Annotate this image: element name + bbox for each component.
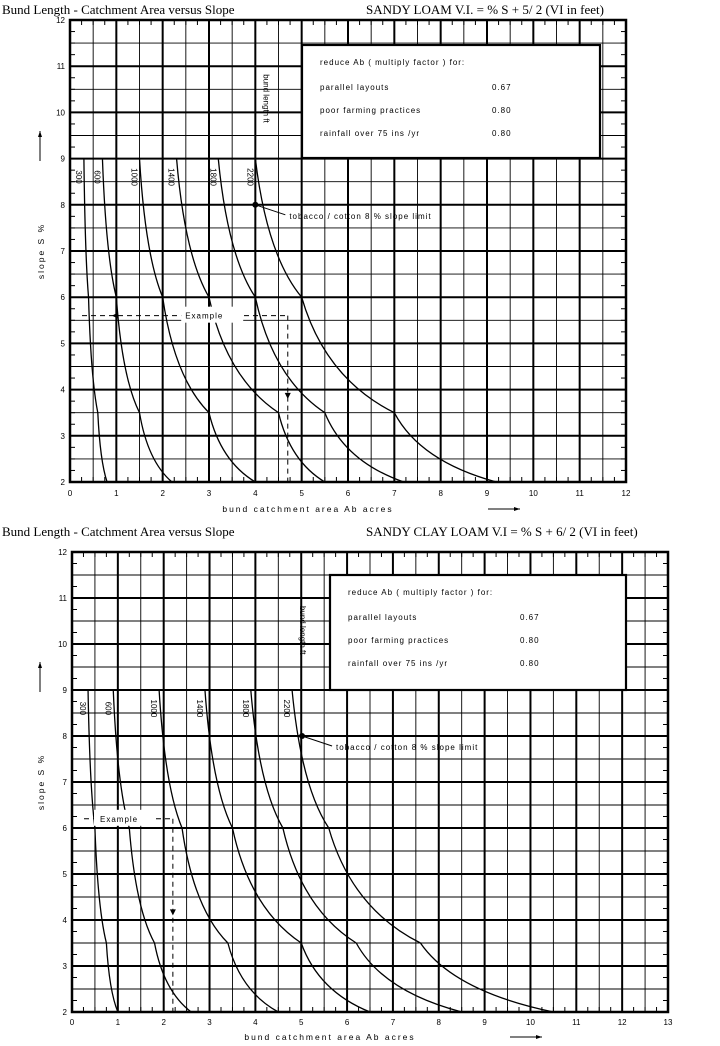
y-tick-label: 11 [56,62,65,72]
x-tick-label: 5 [299,1018,304,1027]
example-label: Example [100,814,139,824]
series-label-2200: 2200 [245,168,255,186]
slope-limit-leader [302,736,332,746]
factor-label: poor farming practices [320,106,422,115]
series-label-2200: 2200 [282,699,292,718]
x-tick-label: 7 [390,1018,396,1027]
x-tick-label: 2 [161,1018,166,1027]
x-tick-label: 11 [572,1018,581,1027]
x-tick-label: 8 [438,489,443,498]
y-tick-label: 10 [58,640,67,649]
x-tick-label: 13 [663,1018,673,1027]
reduce-factor-box [302,45,600,158]
x-axis-label: bund catchment area Ab acres [222,504,394,514]
y-tick-label: 4 [60,385,65,395]
x-tick-label: 9 [484,489,490,498]
factor-label: rainfall over 75 ins /yr [348,659,449,668]
series-label-1800: 1800 [240,699,250,718]
chart-title: Bund Length - Catchment Area versus Slope [2,2,235,17]
chart-subtitle: SANDY CLAY LOAM V.I = % S + 6/ 2 (VI in feet) [366,524,638,539]
x-tick-label: 4 [253,489,258,498]
slope-limit-point [252,202,258,208]
y-tick-label: 6 [60,293,65,303]
x-tick-label: 2 [160,489,165,498]
slope-limit-label: tobacco / cotton 8 % slope limit [336,743,479,752]
x-axis-arrowhead [536,1035,542,1039]
example-annotation [82,307,291,482]
y-tick-label: 2 [62,1008,67,1017]
y-tick-label: 11 [58,594,67,603]
x-tick-label: 6 [344,1018,350,1027]
y-tick-label: 5 [62,870,67,879]
x-axis-arrowhead [514,507,520,511]
factor-value: 0.67 [520,613,540,622]
x-tick-label: 8 [436,1018,441,1027]
x-tick-label: 12 [621,489,631,498]
example-arrowhead [170,909,176,915]
x-tick-label: 10 [528,489,538,498]
series-label-1800: 1800 [208,168,218,186]
chart-subtitle: SANDY LOAM V.I. = % S + 5/ 2 (VI in feet) [366,2,604,17]
y-tick-label: 12 [58,548,67,557]
y-tick-label: 7 [62,778,67,787]
chart-panel-1 [2,2,631,514]
x-tick-label: 7 [392,489,397,498]
series-label-600: 600 [103,701,113,716]
y-axis-label: slope S % [36,753,46,811]
factor-label: poor farming practices [348,636,450,645]
x-tick-label: 1 [115,1018,121,1027]
x-tick-label: 11 [575,489,584,498]
x-tick-label: 9 [482,1018,487,1027]
factor-label: parallel layouts [320,83,390,92]
y-axis-arrowhead [38,131,42,137]
x-tick-label: 6 [345,489,351,498]
y-tick-label: 10 [56,108,65,118]
x-tick-label: 5 [299,489,304,498]
x-tick-label: 3 [206,489,212,498]
x-tick-label: 1 [114,489,119,498]
y-tick-label: 9 [60,154,65,164]
curve-group-label: bund length ft [298,605,308,655]
slope-limit-leader [255,205,285,215]
y-tick-label: 3 [60,431,65,441]
chart-title: Bund Length - Catchment Area versus Slope [2,524,235,539]
reduce-factor-box [330,575,626,690]
y-axis-label: slope S % [36,222,46,280]
example-arrowhead [112,313,118,319]
x-axis-label: bund catchment area Ab acres [244,1032,416,1042]
factor-label: parallel layouts [348,613,418,622]
y-tick-label: 5 [60,339,65,349]
chart-panel-2 [2,524,673,1042]
y-tick-label: 8 [60,200,65,210]
x-tick-label: 0 [67,489,73,498]
series-label-1400: 1400 [166,168,176,186]
series-label-1400: 1400 [194,699,204,718]
factor-value: 0.80 [520,659,540,668]
y-tick-label: 7 [60,247,65,256]
factor-label: rainfall over 75 ins /yr [320,129,421,138]
y-tick-label: 3 [62,962,67,971]
y-axis-arrowhead [38,662,42,668]
reduce-heading: reduce Ab ( multiply factor ) for: [348,588,494,597]
series-label-300: 300 [78,701,88,716]
y-tick-label: 2 [60,478,65,487]
x-tick-label: 12 [617,1018,627,1027]
factor-value: 0.80 [520,636,540,645]
slope-limit-label: tobacco / cotton 8 % slope limit [289,211,432,221]
series-label-300: 300 [73,170,83,184]
y-tick-label: 8 [62,732,67,741]
series-label-1000: 1000 [129,168,139,186]
y-tick-label: 9 [62,686,67,695]
series-label-600: 600 [92,170,102,184]
reduce-heading: reduce Ab ( multiply factor ) for: [320,58,466,67]
y-tick-label: 4 [62,916,67,925]
factor-value: 0.80 [492,129,512,138]
y-tick-label: 6 [62,824,67,833]
x-tick-label: 10 [526,1018,535,1027]
curve-group-label: bund length ft [261,74,271,123]
x-tick-label: 4 [253,1018,258,1027]
factor-value: 0.80 [492,106,512,115]
example-label: Example [185,311,224,321]
series-label-1000: 1000 [149,699,159,718]
y-tick-label: 12 [56,16,65,25]
example-arrowhead [285,393,291,399]
factor-value: 0.67 [492,83,512,92]
x-tick-label: 0 [69,1018,75,1027]
x-tick-label: 3 [207,1018,212,1027]
